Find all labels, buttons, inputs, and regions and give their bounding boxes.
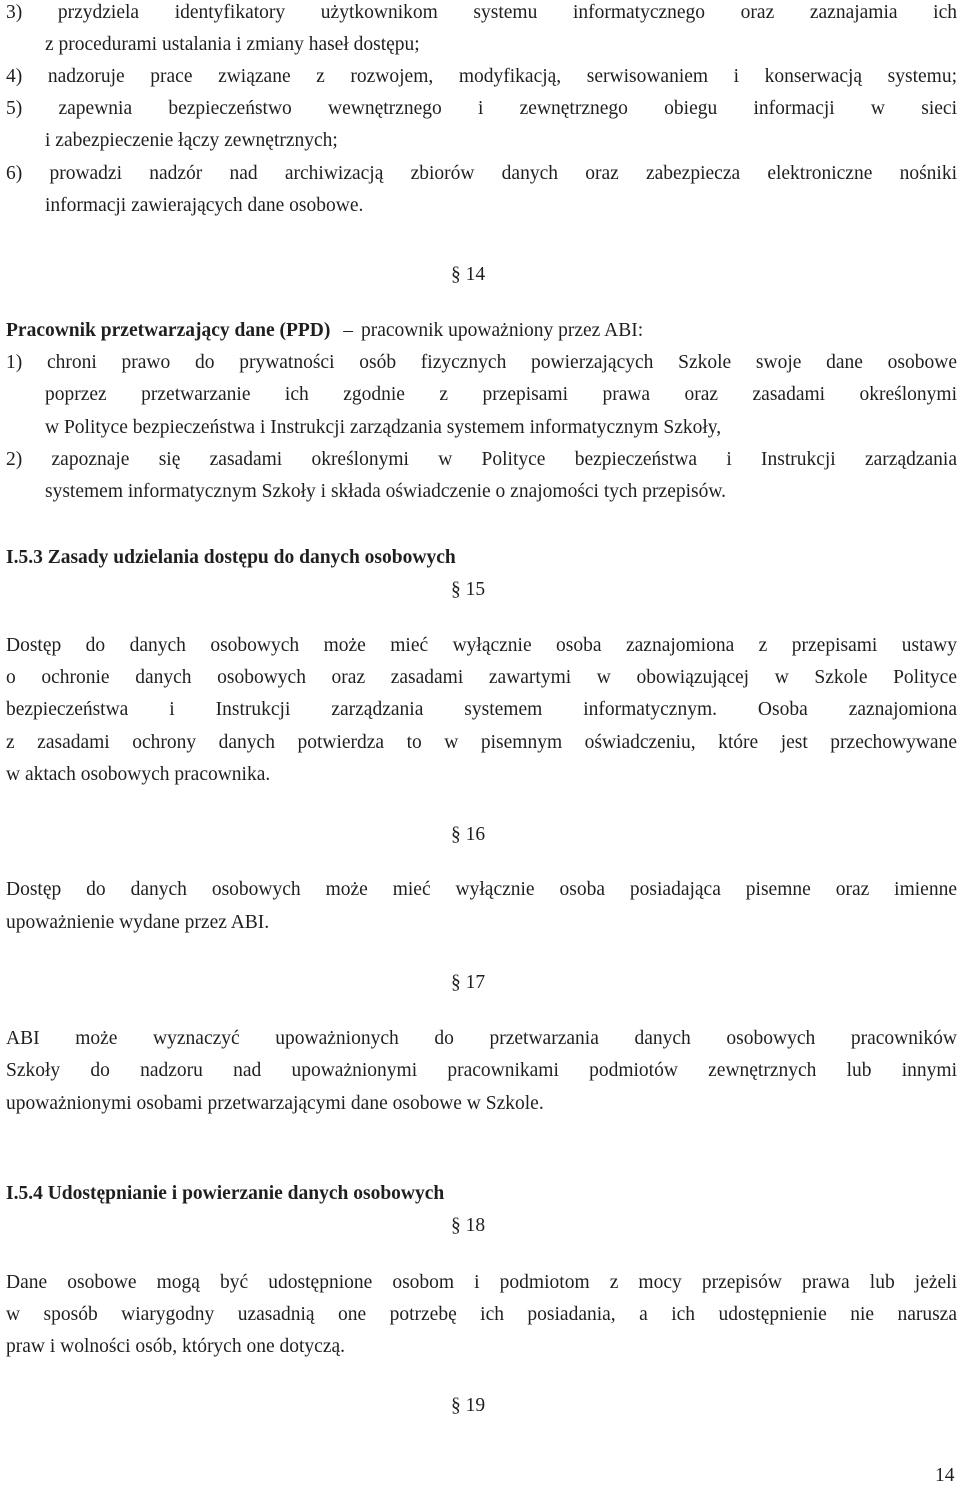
- list-item-3-line-2: z procedurami ustalania i zmiany haseł dostępu;: [45, 34, 420, 55]
- section-18-line-1: Dane osobowe mogą być udostępnione osobom i podmiotom z mocy przepisów prawa lub jeżeli: [6, 1272, 957, 1293]
- list-item-4-line-1: 4) nadzoruje prace związane z rozwojem, modyfikacją, serwisowaniem i konserwacją systemu;: [6, 66, 957, 87]
- list-item-5-line-2: i zabezpieczenie łączy zewnętrznych;: [45, 130, 338, 151]
- section-15-line-4: z zasadami ochrony danych potwierdza to w pisemnym oświadczeniu, które jest przechowywane: [6, 732, 957, 753]
- section-16-heading: § 16: [451, 824, 486, 845]
- section-15-line-2: o ochronie danych osobowych oraz zasadami zawartymi w obowiązującej w Szkole Polityce: [6, 667, 957, 688]
- section-17-line-1: ABI może wyznaczyć upoważnionych do przetwarzania danych osobowych pracowników: [6, 1028, 957, 1049]
- section-19-heading: § 19: [451, 1395, 486, 1416]
- section-17-line-2: Szkoły do nadzoru nad upoważnionymi pracownikami podmiotów zewnętrznych lub innymi: [6, 1060, 957, 1081]
- page-number: 14: [935, 1465, 955, 1486]
- list-item-6-line-1: 6) prowadzi nadzór nad archiwizacją zbiorów danych oraz zabezpiecza elektroniczne nośniki: [6, 163, 957, 184]
- section-title-154: I.5.4 Udostępnianie i powierzanie danych osobowych: [6, 1183, 445, 1204]
- section-17-line-3: upoważnionymi osobami przetwarzającymi dane osobowe w Szkole.: [6, 1093, 544, 1114]
- intro-dash: –: [343, 320, 353, 341]
- section-16-line-2: upoważnienie wydane przez ABI.: [6, 912, 270, 933]
- section-18-line-2: w sposób wiarygodny uzasadnią one potrzebę ich posiadania, a ich udostępnienie nie narusza: [6, 1304, 957, 1325]
- section-15-line-3: bezpieczeństwa i Instrukcji zarządzania systemem informatycznym. Osoba zaznajomiona: [6, 699, 957, 720]
- section-title-153: I.5.3 Zasady udzielania dostępu do danych osobowych: [6, 547, 456, 568]
- section-14-item-2-line-2: systemem informatycznym Szkoły i składa oświadczenie o znajomości tych przepisów.: [45, 481, 727, 502]
- section-15-line-1: Dostęp do danych osobowych może mieć wyłącznie osoba zaznajomiona z przepisami ustawy: [6, 635, 957, 656]
- section-18-line-3: praw i wolności osób, których one dotyczą.: [6, 1336, 346, 1357]
- list-item-5-line-1: 5) zapewnia bezpieczeństwo wewnętrznego i zewnętrznego obiegu informacji w sieci: [6, 98, 957, 119]
- section-14-item-1-line-2: poprzez przetwarzanie ich zgodnie z przepisami prawa oraz zasadami określonymi: [45, 384, 957, 405]
- section-16-line-1: Dostęp do danych osobowych może mieć wyłącznie osoba posiadająca pisemne oraz imienne: [6, 879, 957, 900]
- section-18-heading: § 18: [451, 1215, 486, 1236]
- section-14-item-1-line-1: 1) chroni prawo do prywatności osób fizycznych powierzających Szkole swoje dane osobowe: [6, 352, 957, 373]
- section-14-intro: [6, 319, 643, 343]
- section-14-heading: § 14: [451, 264, 486, 285]
- section-14-item-1-line-3: w Polityce bezpieczeństwa i Instrukcji zarządzania systemem informatycznym Szkoły,: [45, 417, 722, 438]
- section-17-heading: § 17: [451, 972, 486, 993]
- section-15-heading: § 15: [451, 579, 486, 600]
- intro-bold-term: Pracownik przetwarzający dane (PPD): [6, 320, 331, 341]
- list-item-6-line-2: informacji zawierających dane osobowe.: [45, 195, 364, 216]
- section-15-line-5: w aktach osobowych pracownika.: [6, 764, 271, 785]
- list-item-3-line-1: 3) przydziela identyfikatory użytkownikom systemu informatycznego oraz zaznajamia ich: [6, 2, 957, 23]
- intro-rest: pracownik upoważniony przez ABI:: [361, 320, 644, 341]
- section-14-item-2-line-1: 2) zapoznaje się zasadami określonymi w Polityce bezpieczeństwa i Instrukcji zarządzania: [6, 449, 957, 470]
